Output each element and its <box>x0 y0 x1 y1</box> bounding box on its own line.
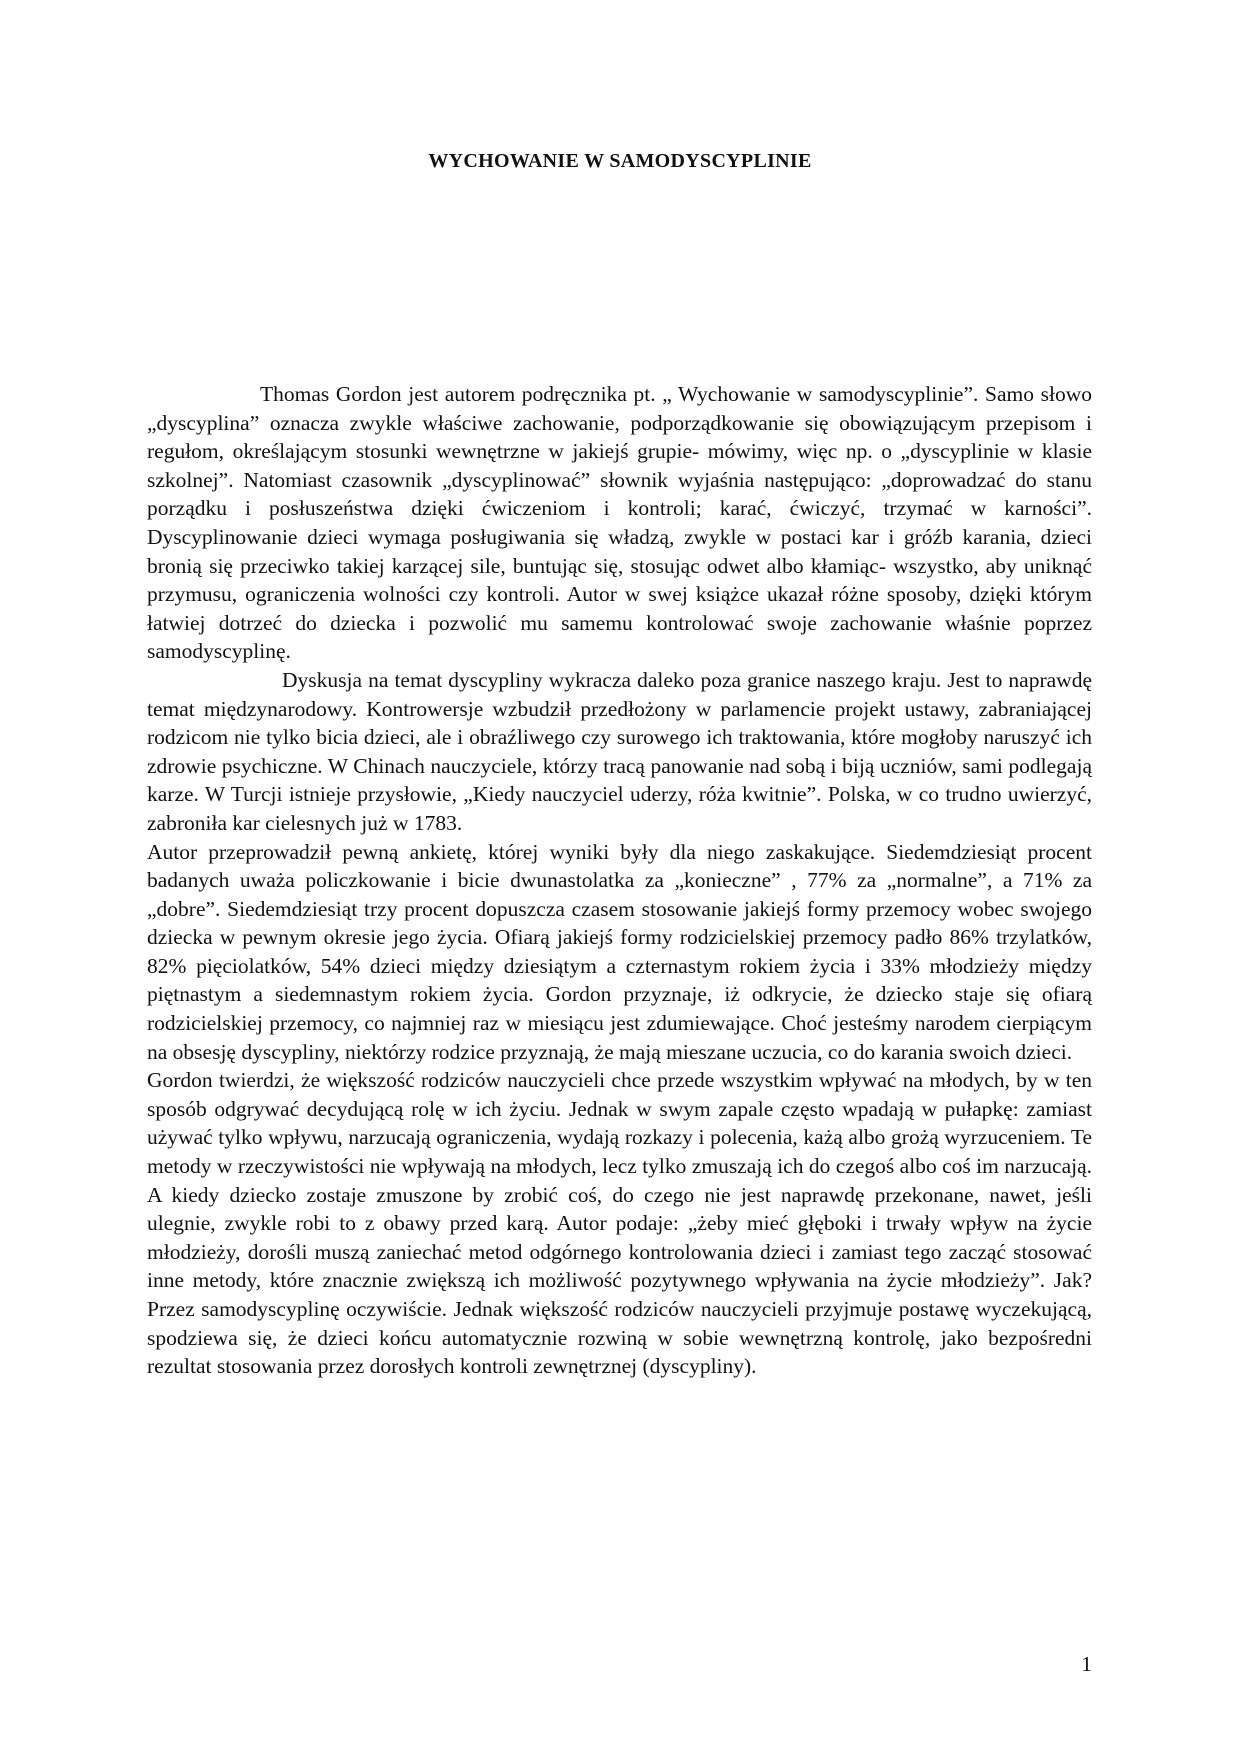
page-number: 1 <box>1081 1652 1092 1676</box>
paragraph-1: Thomas Gordon jest autorem podręcznika pt. „ Wychowanie w samodyscyplinie”. Samo słowo „dyscyplina” oznacza zwykle właściwe zachowanie, podporządkowanie się obowiązującym przepisom i regułom, określającym stosunki wewnętrzne w jakiejś grupie- mówimy, więc np. o „dyscyplinie w klasie szkolnej”. Natomiast czasownik „dyscyplinować” słownik wyjaśnia następująco: „doprowadzać do stanu porządku i posłuszeństwa dzięki ćwiczeniom i kontroli; karać, ćwiczyć, trzymać w karności”. Dyscyplinowanie dzieci wymaga posługiwania się władzą, zwykle w postaci kar i gróźb karania, dzieci bronią się przeciwko takiej karzącej sile, buntując się, stosując odwet albo kłamiąc- wszystko, aby uniknąć przymusu, ograniczenia wolności czy kontroli. Autor w swej książce ukazał różne sposoby, dzięki którym łatwiej dotrzeć do dziecka i pozwolić mu samemu kontrolować swoje zachowanie właśnie poprzez samodyscyplinę. <box>147 382 1092 664</box>
paragraph-3: Autor przeprowadził pewną ankietę, której wyniki były dla niego zaskakujące. Siedemdziesiąt procent badanych uważa policzkowanie i bicie dwunastolatka za „konieczne” , 77% za „normalne”, a 71% za „dobre”. Siedemdziesiąt trzy procent dopuszcza czasem stosowanie jakiejś formy przemocy wobec swojego dziecka w pewnym okresie jego życia. Ofiarą jakiejś formy rodzicielskiej przemocy padło 86% trzylatków, 82% pięciolatków, 54% dzieci między dziesiątym a czternastym rokiem życia i 33% młodzieży między piętnastym a siedemnastym rokiem życia. Gordon przyznaje, iż odkrycie, że dziecko staje się ofiarą rodzicielskiej przemocy, co najmniej raz w miesiącu jest zdumiewające. Choć jesteśmy narodem cierpiącym na obsesję dyscypliny, niektórzy rodzice przyznają, że mają mieszane uczucia, co do karania swoich dzieci. <box>147 839 1092 1064</box>
document-body <box>147 380 1092 1381</box>
document-title: WYCHOWANIE W SAMODYSCYPLINIE <box>428 150 812 172</box>
paragraph-4: Gordon twierdzi, że większość rodziców nauczycieli chce przede wszystkim wpływać na młodych, by w ten sposób odgrywać decydującą rolę w ich życiu. Jednak w swym zapale często wpadają w pułapkę: zamiast używać tylko wpływu, narzucają ograniczenia, wydają rozkazy i polecenia, każą albo grożą wyrzuceniem. Te metody w rzeczywistości nie wpływają na młodych, lecz tylko zmuszają ich do czegoś albo coś im narzucają. A kiedy dziecko zostaje zmuszone by zrobić coś, do czego nie jest naprawdę przekonane, nawet, jeśli ulegnie, zwykle robi to z obawy przed karą. Autor podaje: „żeby mieć głęboki i trwały wpływ na życie młodzieży, dorośli muszą zaniechać metod odgórnego kontrolowania dzieci i zamiast tego zacząć stosować inne metody, które znacznie zwiększą ich możliwość pozytywnego wpływania na życie młodzieży”. Jak? Przez samodyscyplinę oczywiście. Jednak większość rodziców nauczycieli przyjmuje postawę wyczekującą, spodziewa się, że dzieci końcu automatycznie rozwiną w sobie wewnętrzną kontrolę, jako bezpośredni rezultat stosowania przez dorosłych kontroli zewnętrznej (dyscypliny). <box>147 1068 1092 1379</box>
paragraph-2: Dyskusja na temat dyscypliny wykracza daleko poza granice naszego kraju. Jest to naprawdę temat międzynarodowy. Kontrowersje wzbudził przedłożony w parlamencie projekt ustawy, zabraniającej rodzicom nie tylko bicia dzieci, ale i obraźliwego czy surowego ich traktowania, które mogłoby naruszyć ich zdrowie psychiczne. W Chinach nauczyciele, którzy tracą panowanie nad sobą i biją uczniów, sami podlegają karze. W Turcji istnieje przysłowie, „Kiedy nauczyciel uderzy, róża kwitnie”. Polska, w co trudno uwierzyć, zabroniła kar cielesnych już w 1783. <box>147 667 1092 835</box>
